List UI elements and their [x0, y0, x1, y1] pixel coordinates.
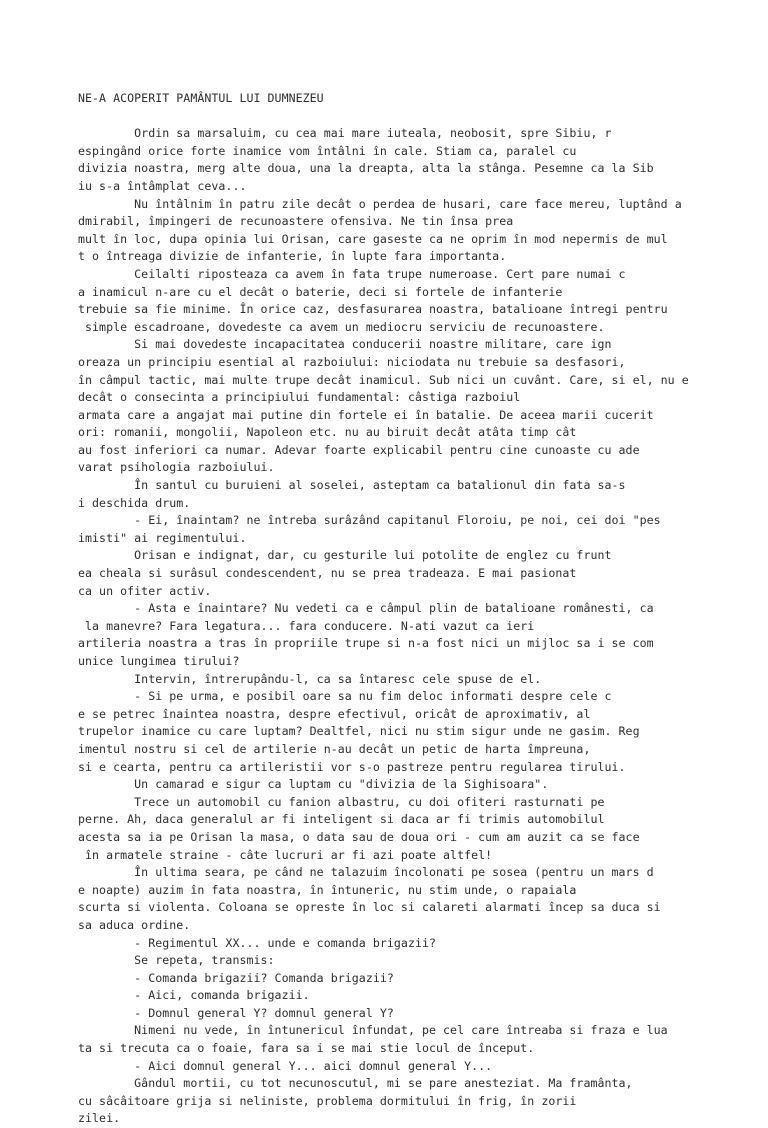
- document-line: e noapte) auzim în fata noastra, în întuneric, nu stim unde, o rapaiala: [78, 882, 577, 897]
- document-line: au fost inferiori ca numar. Adevar foarte explicabil pentru cine cunoaste cu ade: [78, 442, 640, 457]
- document-line: decât o consecinta a principiului fundamental: câstiga razboiul: [78, 390, 521, 405]
- document-line: zilei.: [78, 1111, 121, 1126]
- document-line: la manevre? Fara legatura... fara conducere. N-ati vazut ca ieri: [78, 618, 535, 633]
- document-line: Intervin, întrerupându-l, ca sa întaresc cele spuse de el.: [78, 671, 542, 686]
- document-line: sa aduca ordine.: [78, 917, 191, 932]
- document-line: - Aici, comanda brigazii.: [78, 988, 310, 1003]
- document-line: - Si pe urma, e posibil oare sa nu fim deloc informati despre cele c: [78, 689, 612, 704]
- document-line: Gândul mortii, cu tot necunoscutul, mi se pare anesteziat. Ma framânta,: [78, 1076, 633, 1091]
- document-line: Nimeni nu vede, în întunericul înfundat, pe cel care întreaba si fraza e lua: [78, 1023, 668, 1038]
- document-line: oreaza un principiu esential al razboiului: niciodata nu trebuie sa desfasori,: [78, 354, 626, 369]
- document-line: - Ei, înaintam? ne întreba surâzând capitanul Floroiu, pe noi, cei doi "pes: [78, 513, 661, 528]
- document-line: ca un ofiter activ.: [78, 583, 212, 598]
- document-line: în armatele straine - câte lucruri ar fi azi poate altfel!: [78, 847, 493, 862]
- document-line: - Asta e înaintare? Nu vedeti ca e câmpul plin de batalioane românesti, ca: [78, 601, 654, 616]
- document-line: Un camarad e sigur ca luptam cu "divizia de la Sighisoara".: [78, 777, 549, 792]
- document-line: unice lungimea tirului?: [78, 654, 240, 668]
- document-line: Ceilalti riposteaza ca avem în fata trupe numeroase. Cert pare numai c: [78, 266, 626, 281]
- document-line: divizia noastra, merg alte doua, una la dreapta, alta la stânga. Pesemne ca la Sib: [78, 161, 654, 176]
- document-line: a inamicul n-are cu el decât o baterie, deci si fortele de infanterie: [78, 284, 563, 299]
- document-line: imisti" ai regimentului.: [78, 530, 247, 545]
- document-line: Ordin sa marsaluim, cu cea mai mare iuteala, neobosit, spre Sibiu, r: [78, 126, 612, 141]
- document-line: Orisan e indignat, dar, cu gesturile lui potolite de englez cu frunt: [78, 548, 612, 563]
- document-line: Si mai dovedeste incapacitatea conducerii noastre militare, care ign: [78, 337, 612, 352]
- document-line: - Aici domnul general Y... aici domnul general Y...: [78, 1058, 493, 1073]
- document-line: mult în loc, dupa opinia lui Orisan, care gaseste ca ne oprim în mod nepermis de mul: [78, 231, 668, 246]
- document-line: t o întreaga divizie de infanterie, în lupte fara importanta.: [78, 249, 507, 264]
- document-line: espingând orice forte inamice vom întâlni în cale. Stiam ca, paralel cu: [78, 143, 577, 158]
- document-line: ea cheala si surâsul condescendent, nu se prea tradeaza. E mai pasionat: [78, 566, 577, 581]
- document-line: imentul nostru si cel de artilerie n-au decât un petic de harta împreuna,: [78, 741, 591, 756]
- document-line: artileria noastra a tras în propriile trupe si n-a fost nici un mijloc sa i se com: [78, 636, 654, 651]
- document-line: - Domnul general Y? domnul general Y?: [78, 1005, 394, 1020]
- document-line: varat psihologia razboiului.: [78, 460, 275, 475]
- document-line: armata care a angajat mai putine din fortele ei în batalie. De aceea marii cucerit: [78, 407, 654, 422]
- document-line: - Regimentul XX... unde e comanda brigazii?: [78, 935, 437, 950]
- document-line: acesta sa ia pe Orisan la masa, o data sau de doua ori - cum am auzit ca se face: [78, 829, 640, 844]
- document-line: perne. Ah, daca generalul ar fi inteligent si daca ar fi trimis automobilul: [78, 812, 605, 827]
- document-line: cu sâcâitoare grija si neliniste, problema dormitului în frig, în zorii: [78, 1093, 577, 1108]
- document-line: dmirabil, împingeri de recunoastere ofensiva. Ne tin însa prea: [78, 214, 514, 229]
- document-line: trupelor inamice cu care luptam? Dealtfel, nici nu stim sigur unde ne gasim. Reg: [78, 724, 640, 739]
- document-line: ori: romanii, mongolii, Napoleon etc. nu au biruit decât atâta timp cât: [78, 425, 577, 440]
- document-line: Nu întâlnim în patru zile decât o perdea de husari, care face mereu, luptând a: [78, 196, 682, 211]
- document-line: i deschida drum.: [78, 495, 191, 510]
- document-line: În ultima seara, pe când ne talazuim încolonati pe sosea (pentru un mars d: [78, 865, 654, 880]
- document-text-block: [78, 125, 768, 1128]
- document-line: Se repeta, transmis:: [78, 953, 275, 968]
- document-line: în câmpul tactic, mai multe trupe decât inamicul. Sub nici un cuvânt. Care, si el, nu e: [78, 372, 689, 387]
- document-line: În santul cu buruieni al soselei, asteptam ca batalionul din fata sa-s: [78, 478, 626, 493]
- document-line: iu s-a întâmplat ceva...: [78, 178, 247, 193]
- document-line: - Comanda brigazii? Comanda brigazii?: [78, 970, 394, 985]
- document-line: simple escadroane, dovedeste ca avem un mediocru serviciu de recunoastere.: [78, 319, 605, 334]
- document-line: scurta si violenta. Coloana se opreste în loc si calareti alarmati încep sa duca si: [78, 900, 661, 915]
- document-line: si e cearta, pentru ca artileristii vor s-o pastreze pentru regularea tirului.: [78, 759, 626, 774]
- document-line: Trece un automobil cu fanion albastru, cu doi ofiteri rasturnati pe: [78, 794, 605, 809]
- document-line: e se petrec înaintea noastra, despre efectivul, oricât de aproximativ, al: [78, 706, 591, 721]
- page-title: NE-A ACOPERIT PAMÂNTUL LUI DUMNEZEU: [78, 91, 324, 105]
- document-line: ta si trecuta ca o foaie, fara sa i se mai stie locul de început.: [78, 1041, 535, 1056]
- document-body: [78, 90, 768, 1128]
- document-line: trebuie sa fie minime. În orice caz, desfasurarea noastra, batalioane întregi pentru: [78, 302, 668, 317]
